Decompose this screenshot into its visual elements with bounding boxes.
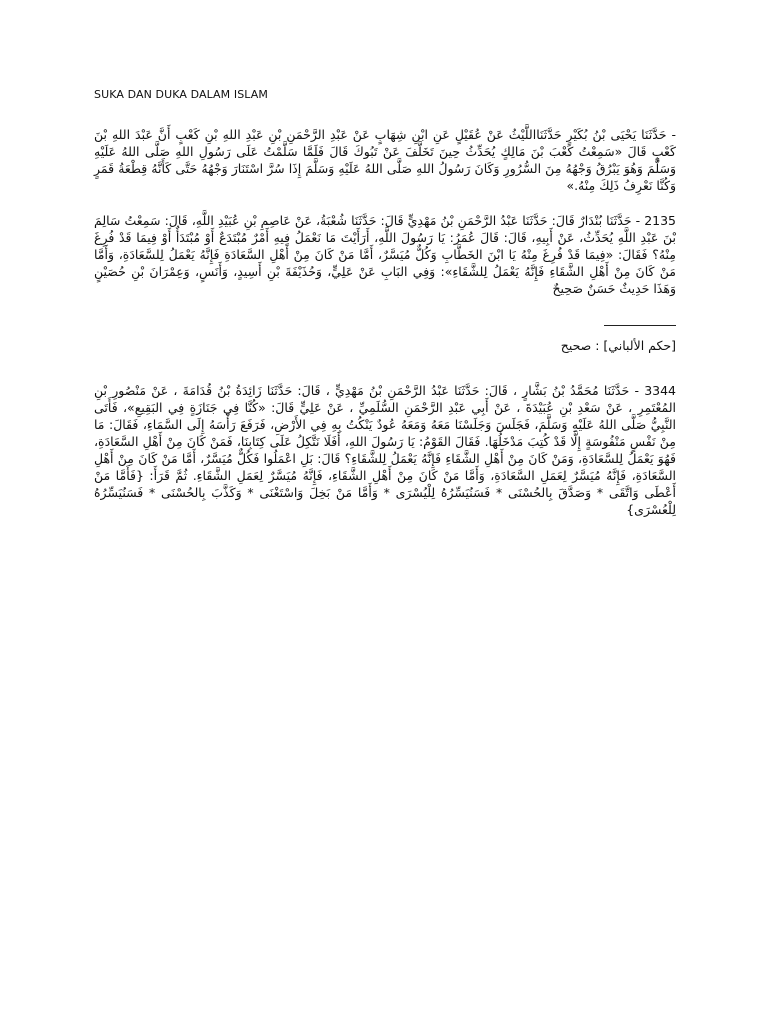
document-title: SUKA DAN DUKA DALAM ISLAM — [94, 88, 268, 101]
hadith-paragraph-2135: 2135 - حَدَّثَنَا بُنْدَارٌ قَالَ: حَدَّثَنَا عَبْدُ الرَّحْمَنِ بْنُ مَهْدِيٍّ قَالَ: حَدَّثَنَا شُعْبَةُ، عَنْ عَاصِمِ بْنِ عُبَيْدِ اللَّهِ، قَالَ: سَمِعْتُ سَالِمَ بْنَ عَبْدِ اللَّهِ يُحَدِّثُ، عَنْ أَبِيهِ، قَالَ: قَالَ عُمَرُ: يَا رَسُولَ اللَّهِ، أَرَأَيْتَ مَا نَعْمَلُ فِيهِ أَمْرٌ مُبْتَدَعٌ أَوْ مُبْتَدَأٌ أَوْ فِيمَا قَدْ فُرِغَ مِنْهُ؟ فَقَالَ: «فِيمَا قَدْ فُرِغَ مِنْهُ يَا ابْنَ الخَطَّابِ وَكُلٌّ مُيَسَّرٌ، أَمَّا مَنْ كَانَ مِنْ أَهْلِ السَّعَادَةِ فَإِنَّهُ يَعْمَلُ لِلسَّعَادَةِ، وَأَمَّا مَنْ كَانَ مِنْ أَهْلِ الشَّقَاءِ فَإِنَّهُ يَعْمَلُ لِلشَّقَاءِ»: وَفِي البَابِ عَنْ عَلِيٍّ، وَحُذَيْفَةَ بْنِ أَسِيدٍ، وَأَنَسٍ، وَعِمْرَانَ بْنِ حُصَيْنٍ وَهَذَا حَدِيثٌ حَسَنٌ صَحِيحٌ — [94, 213, 676, 296]
albani-grade: [حكم الألباني] : صحيح — [560, 338, 676, 353]
hadith-paragraph-3344: 3344 - حَدَّثَنَا مُحَمَّدُ بْنُ بَشَّارٍ ، قَالَ: حَدَّثَنَا عَبْدُ الرَّحْمَنِ بْنُ مَهْدِيٍّ ، قَالَ: حَدَّثَنَا زَائِدَةُ بْنُ قُدَامَةَ ، عَنْ مَنْصُورِ بْنِ المُعْتَمِرِ ، عَنْ سَعْدِ بْنِ عُبَيْدَةَ ، عَنْ أَبِي عَبْدِ الرَّحْمَنِ السُّلَمِيِّ ، عَنْ عَلِيٍّ قَالَ: «كُنَّا فِي جَنَازَةٍ فِي البَقِيعِ»، فَأَتَى النَّبِيُّ صَلَّى اللهُ عَلَيْهِ وَسَلَّمَ، فَجَلَسَ وَجَلَسْنَا مَعَهُ وَمَعَهُ عُودٌ يَنْكُتُ بِهِ فِي الأَرْضِ، فَرَفَعَ رَأْسَهُ إِلَى السَّمَاءِ، فَقَالَ: مَا مِنْ نَفْسٍ مَنْفُوسَةٍ إِلَّا قَدْ كُتِبَ مَدْخَلُهَا. فَقَالَ القَوْمُ: يَا رَسُولَ اللهِ، أَفَلَا نَتَّكِلُ عَلَى كِتَابِنَا، فَمَنْ كَانَ مِنْ أَهْلِ السَّعَادَةِ، فَهُوَ يَعْمَلُ لِلسَّعَادَةِ، وَمَنْ كَانَ مِنْ أَهْلِ الشَّقَاءِ فَإِنَّهُ يَعْمَلُ لِلشَّقَاءِ؟ قَالَ: بَلِ اعْمَلُوا فَكُلٌّ مُيَسَّرٌ، أَمَّا مَنْ كَانَ مِنْ أَهْلِ السَّعَادَةِ، فَإِنَّهُ مُيَسَّرٌ لِعَمَلِ السَّعَادَةِ، وَأَمَّا مَنْ كَانَ مِنْ أَهْلِ الشَّقَاءِ، فَإِنَّهُ مُيَسَّرٌ لِعَمَلِ الشَّقَاءِ. ثُمَّ قَرَأَ: {فَأَمَّا مَنْ أَعْطَى وَاتَّقَى * وَصَدَّقَ بِالحُسْنَى * فَسَنُيَسِّرُهُ لِلْيُسْرَى * وَأَمَّا مَنْ بَخِلَ وَاسْتَغْنَى * وَكَذَّبَ بِالحُسْنَى * فَسَنُيَسِّرُهُ لِلْعُسْرَى} — [94, 383, 676, 517]
horizontal-divider — [604, 325, 676, 326]
hadith-paragraph-1: - حَدَّثَنَا يَحْيَى بْنُ بُكَيْرٍ حَدَّثَنَااللَّيْثُ عَنْ عُقَيْلٍ عَنِ ابْنِ شِهَابٍ عَنْ عَبْدِ الرَّحْمَنِ بْنِ عَبْدِ اللهِ بْنِ كَعْبٍ أَنَّ عَبْدَ اللهِ بْنَ كَعْبٍ قَالَ «سَمِعْتُ كَعْبَ بْنَ مَالِكٍ يُحَدِّثُ حِينَ تَخَلَّفَ عَنْ تَبُوكَ قَالَ فَلَمَّا سَلَّمْتُ عَلَى رَسُولِ اللهِ صَلَّى اللهُ عَلَيْهِ وَسَلَّمَ وَهُوَ يَبْرُقُ وَجْهُهُ مِنَ السُّرُورِ وَكَانَ رَسُولُ اللهِ صَلَّى اللهُ عَلَيْهِ وَسَلَّمَ إِذَا سُرَّ اسْتَنَارَ وَجْهُهُ حَتَّى كَأَنَّهُ قِطْعَةُ قَمَرٍ وَكُنَّا نَعْرِفُ ذَلِكَ مِنْهُ.» — [94, 127, 676, 193]
